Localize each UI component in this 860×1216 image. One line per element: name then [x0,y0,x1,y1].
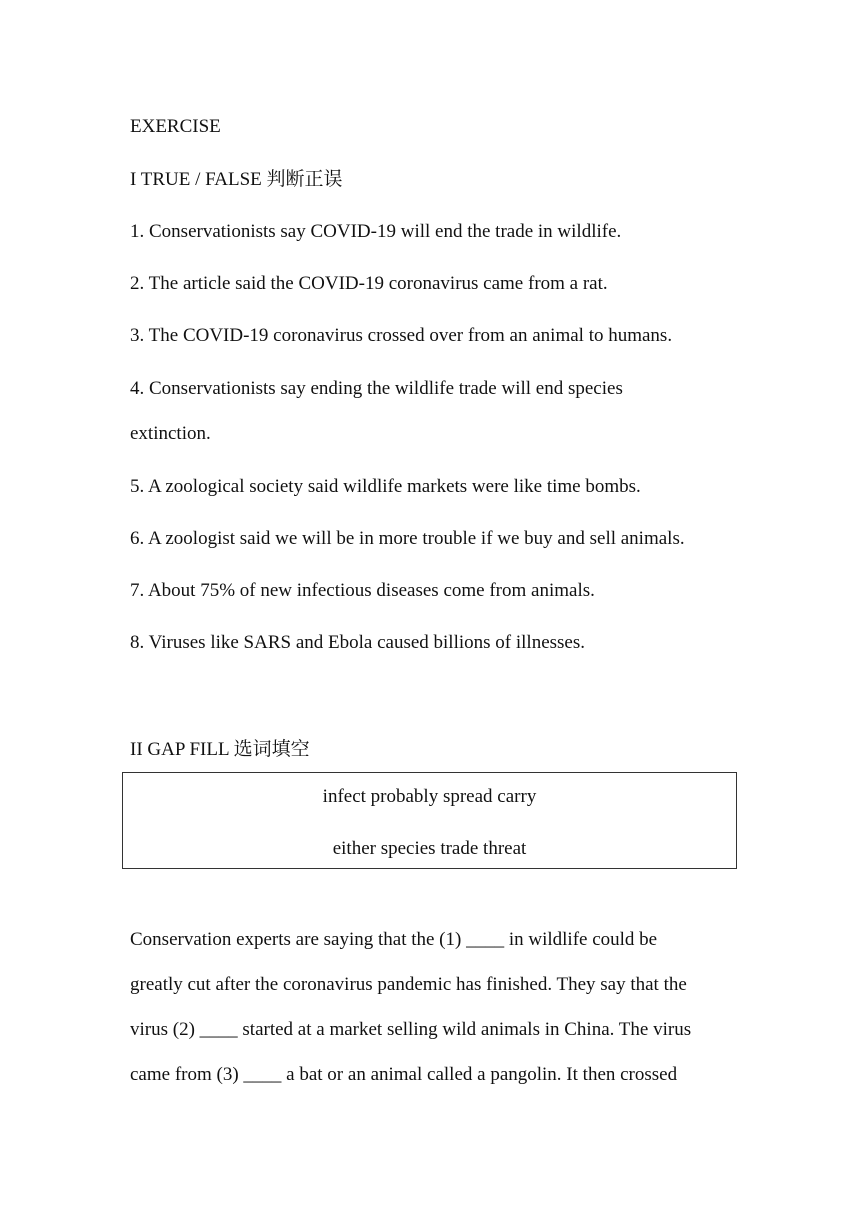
word-bank-row-1: infect probably spread carry [322,786,537,807]
passage-line-3: virus (2) ____ started at a market selling wild animals in China. The virus [130,1019,692,1040]
section-2-title: II GAP FILL 选词填空 [130,739,310,760]
passage-line-4: came from (3) ____ a bat or an animal called a pangolin. It then crossed [130,1064,678,1085]
passage-line-2: greatly cut after the coronavirus pandemic has finished. They say that the [130,974,687,995]
tf-item-5: 5. A zoological society said wildlife markets were like time bombs. [130,476,641,497]
tf-item-6: 6. A zoologist said we will be in more trouble if we buy and sell animals. [130,528,685,549]
exercise-heading: EXERCISE [130,116,221,137]
word-bank-box [122,772,737,869]
tf-item-8: 8. Viruses like SARS and Ebola caused billions of illnesses. [130,632,585,653]
tf-item-2: 2. The article said the COVID-19 coronavirus came from a rat. [130,273,608,294]
tf-item-4: 4. Conservationists say ending the wildlife trade will end species [130,378,623,399]
tf-item-4-continuation: extinction. [130,423,211,444]
tf-item-7: 7. About 75% of new infectious diseases come from animals. [130,580,595,601]
passage-line-1: Conservation experts are saying that the (1) ____ in wildlife could be [130,929,658,950]
word-bank-row-2: either species trade threat [332,838,527,859]
tf-item-1: 1. Conservationists say COVID-19 will end the trade in wildlife. [130,221,622,242]
section-1-title: I TRUE / FALSE 判断正误 [130,169,343,190]
tf-item-3: 3. The COVID-19 coronavirus crossed over from an animal to humans. [130,325,673,346]
